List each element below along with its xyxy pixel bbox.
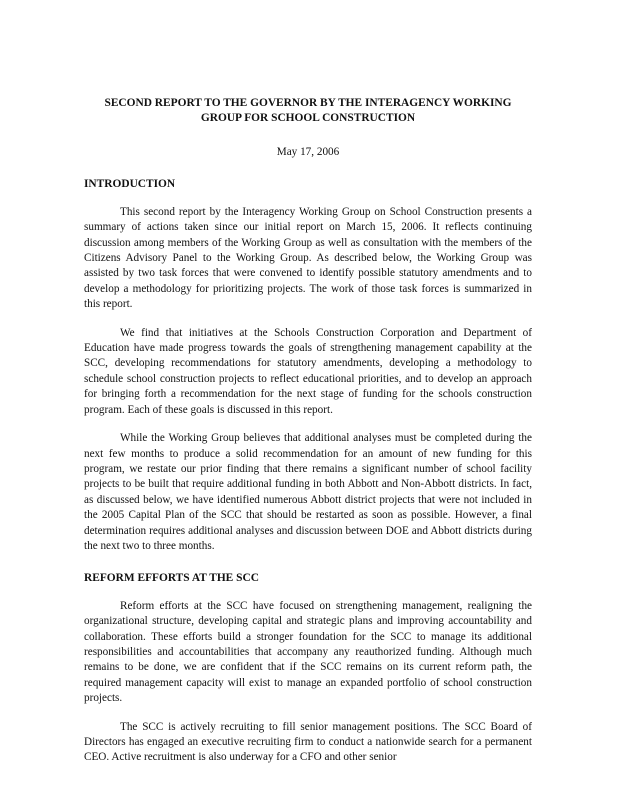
section-heading-introduction: INTRODUCTION — [84, 178, 176, 191]
document-title — [84, 96, 532, 125]
title-line-2: GROUP FOR SCHOOL CONSTRUCTION — [200, 111, 416, 124]
intro-paragraph-2: We find that initiatives at the Schools Construction Corporation and Department of Education have made progress towards the goals of strengthening management capability at the SCC, developing recommendations for statutory amendments, developing a methodology to schedule school construction projects to reflect educational priorities, and to develop an approach for bringing forth a recommendation for the next stage of funding for the schools construction program. Each of these goals is discussed in this report. — [84, 326, 532, 416]
section-heading-reform-efforts: REFORM EFFORTS AT THE SCC — [84, 572, 259, 585]
reform-paragraph-1: Reform efforts at the SCC have focused on strengthening management, realigning the organizational structure, developing capital and strategic plans and improving accountability and collaboration. These efforts build a stronger foundation for the SCC to manage its additional responsibilities and accountabilities that accompany any reauthorized funding. Although much remains to be done, we are confident that if the SCC remains on its current reform path, the required management capacity will exist to manage an expanded portfolio of school construction projects. — [84, 599, 532, 705]
reform-paragraph-2: The SCC is actively recruiting to fill senior management positions. The SCC Board of Directors has engaged an executive recruiting firm to conduct a nationwide search for a permanent CEO. Active recruitment is also underway for a CFO and other senior — [84, 720, 532, 764]
document-page — [84, 96, 532, 766]
title-line-1: SECOND REPORT TO THE GOVERNOR BY THE INTERAGENCY WORKING — [104, 97, 512, 109]
intro-paragraph-1: This second report by the Interagency Working Group on School Construction presents a summary of actions taken since our initial report on March 15, 2006. It reflects continuing discussion among members of the Working Group as well as consultation with the members of the Citizens Advisory Panel to the Working Group. As described below, the Working Group was assisted by two task forces that were convened to identify possible statutory amendments and to develop a methodology for prioritizing projects. The work of those task forces is summarized in this report. — [84, 205, 532, 311]
document-date: May 17, 2006 — [276, 146, 340, 158]
intro-paragraph-3: While the Working Group believes that additional analyses must be completed during the next few months to produce a solid recommendation for an amount of new funding for this program, we restate our prior finding that there remains a significant number of school facility projects to be built that require additional funding in both Abbott and Non-Abbott districts. In fact, as discussed below, we have identified numerous Abbott district projects that were not included in the 2005 Capital Plan of the SCC that should be restarted as soon as possible. However, a final determination requires additional analyses and discussion between DOE and Abbott districts during the next two to three months. — [84, 432, 532, 552]
